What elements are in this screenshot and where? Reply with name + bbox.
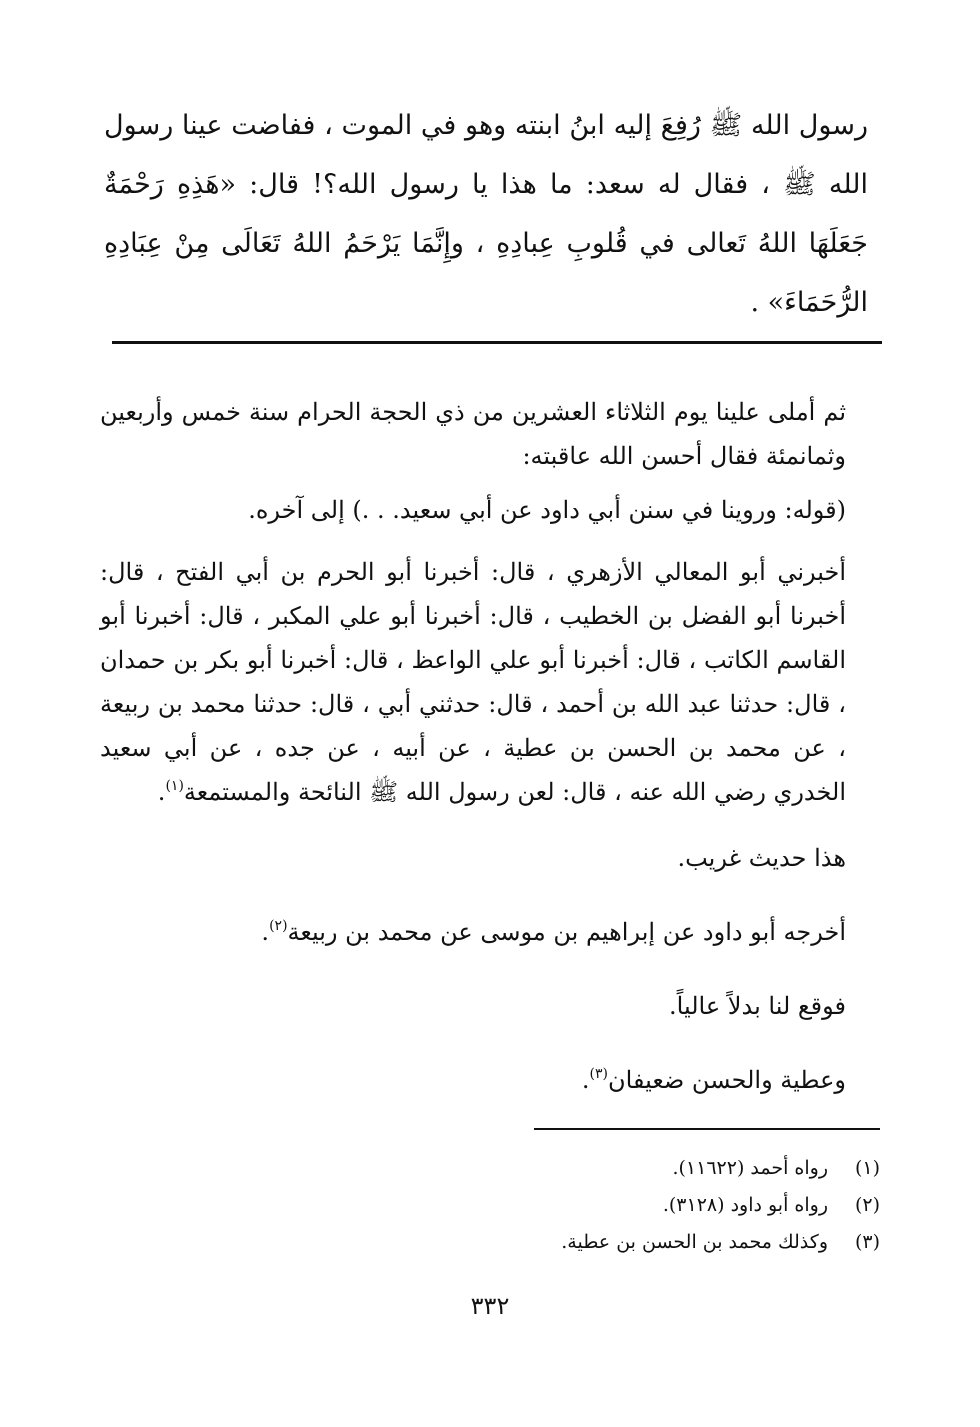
dictation-block [100,390,846,1110]
gharib-line: هذا حديث غريب. [677,844,846,872]
footnote-text: رواه أبو داود (٣١٢٨). [662,1194,828,1216]
daif-text: وعطية والحسن ضعيفان [608,1066,846,1094]
takhrij-text: أخرجه أبو داود عن إبراهيم بن موسى عن محمد بن ربيعة [287,918,846,946]
page-number: ٣٣٢ [470,1292,510,1320]
isnad-text: أخبرني أبو المعالي الأزهري ، قال: أخبرنا أبو الحرم بن أبي الفتح ، قال: أخبرنا أبو الفضل بن الخطيب ، قال: أخبرنا أبو علي المكبر ، قال: أخبرنا أبو القاسم الكاتب ، قال: أخبرنا أبو علي الواعظ ، قال: أخبرنا أبو بكر بن حمدان ، قال: حدثنا عبد الله بن أحمد ، قال: حدثني أبي ، قال: حدثنا محمد بن ربيعة ، عن محمد بن الحسن بن عطية ، عن أبيه ، عن جده ، عن أبي سعيد الخدري رضي الله عنه ، قال: لعن رسول الله ﷺ النائحة والمستمعة [100,558,847,806]
footnotes-section [561,1150,880,1261]
daif-line [100,1050,846,1110]
section-divider [112,341,882,344]
isnad-end: . [157,778,166,806]
footnote-number: (١) [854,1157,880,1179]
isnad-paragraph [100,550,846,814]
takhrij-line [100,902,846,962]
quoted-heading: (قوله: وروينا في سنن أبي داود عن أبي سعيد. . .) إلى آخره. [248,496,846,524]
footnote-divider [534,1128,880,1130]
footnote-ref-2[interactable]: (٢) [269,918,288,934]
hadith-paragraph: رسول الله ﷺ رُفِعَ إليه ابنُ ابنته وهو في الموت ، ففاضت عينا رسول الله ﷺ ، فقال له سعد: ما هذا يا رسول الله؟! قال: «هَذِهِ رَحْمَةٌ جَعَلَهَا اللهُ تَعالى في قُلوبِ عِبادِهِ ، وإِنَّمَا يَرْحَمُ اللهُ تَعَالَى مِنْ عِبَادِهِ الرُّحَمَاءَ» . [104,110,868,318]
footnote-item [561,1150,880,1187]
badal-line: فوقع لنا بدلاً عالياً. [669,992,846,1020]
footnote-ref-1[interactable]: (١) [165,778,184,794]
footnote-item [561,1224,880,1261]
footnote-ref-3[interactable]: (٣) [589,1066,609,1082]
daif-end: . [581,1066,590,1094]
top-hadith-block [104,96,868,332]
footnote-number: (٢) [854,1194,880,1216]
footnote-text: رواه أحمد (١١٦٢٢). [672,1157,828,1179]
footnote-text: وكذلك محمد بن الحسن بن عطية. [561,1231,828,1253]
takhrij-end: . [261,918,270,946]
footnote-item [561,1187,880,1224]
dictation-intro: ثم أملى علينا يوم الثلاثاء العشرين من ذي الحجة الحرام سنة خمس وأربعين وثمانمئة فقال أحسن الله عاقبته: [100,398,846,470]
footnote-number: (٣) [854,1231,880,1253]
